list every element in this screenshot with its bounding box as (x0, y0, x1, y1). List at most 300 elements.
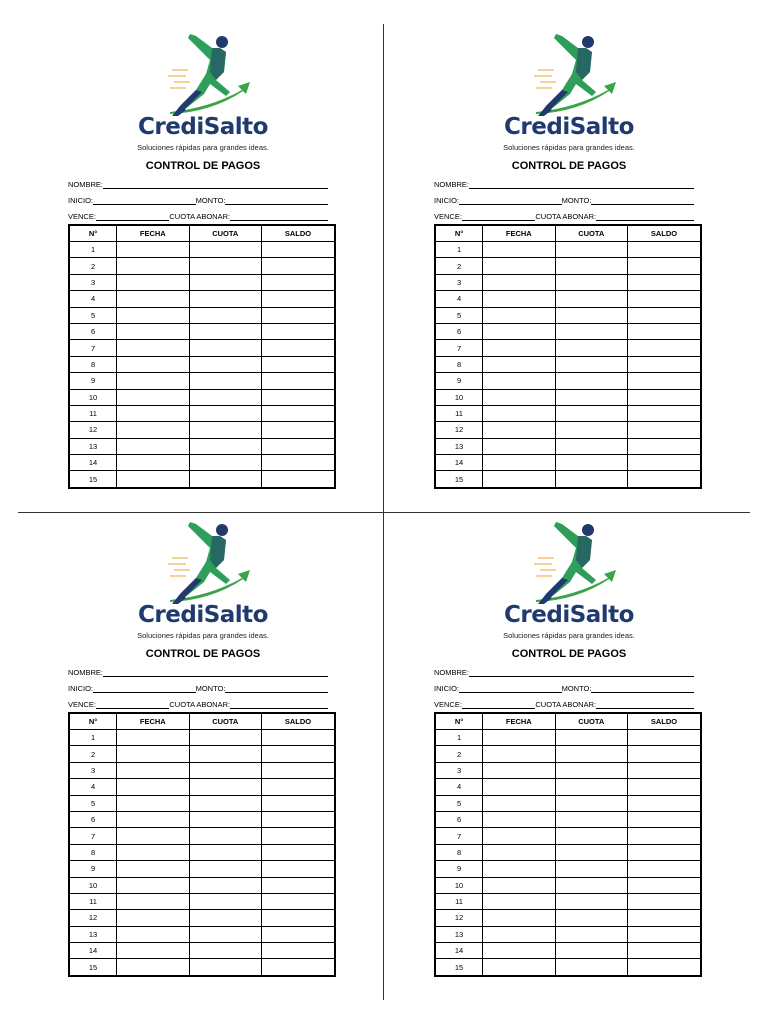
saldo-cell[interactable] (262, 307, 336, 323)
fecha-cell[interactable] (483, 943, 555, 959)
fecha-cell[interactable] (483, 405, 555, 421)
row-number: 8 (69, 844, 117, 860)
row-number: 1 (435, 730, 483, 746)
table-row (69, 943, 335, 959)
inicio-line[interactable] (459, 196, 562, 205)
cuota-cell[interactable] (555, 861, 627, 877)
cuota-cell[interactable] (189, 405, 261, 421)
saldo-cell[interactable] (628, 746, 702, 762)
saldo-cell[interactable] (628, 943, 702, 959)
cuota-cell[interactable] (555, 258, 627, 274)
cuota-cell[interactable] (189, 389, 261, 405)
cuota-cell[interactable] (189, 746, 261, 762)
saldo-cell[interactable] (628, 389, 702, 405)
saldo-cell[interactable] (628, 438, 702, 454)
table-header-row (435, 225, 701, 242)
fecha-cell[interactable] (117, 389, 189, 405)
cuota-cell[interactable] (555, 844, 627, 860)
monto-line[interactable] (225, 684, 328, 693)
row-number: 7 (69, 340, 117, 356)
table-row (69, 307, 335, 323)
fecha-cell[interactable] (483, 730, 555, 746)
saldo-cell[interactable] (262, 795, 336, 811)
cuota-cell[interactable] (189, 471, 261, 488)
row-number: 3 (435, 762, 483, 778)
cuota-cell[interactable] (555, 455, 627, 471)
saldo-cell[interactable] (262, 340, 336, 356)
cuota-cell[interactable] (555, 926, 627, 942)
cuota-cell[interactable] (189, 373, 261, 389)
fecha-cell[interactable] (483, 307, 555, 323)
fecha-cell[interactable] (117, 828, 189, 844)
leaping-runner-logo-icon (150, 518, 260, 606)
table-row (69, 455, 335, 471)
fecha-cell[interactable] (483, 422, 555, 438)
cuota-cell[interactable] (189, 762, 261, 778)
fecha-cell[interactable] (117, 730, 189, 746)
table-row (69, 861, 335, 877)
saldo-cell[interactable] (628, 356, 702, 372)
table-row (69, 779, 335, 795)
fecha-cell[interactable] (117, 762, 189, 778)
fecha-cell[interactable] (117, 795, 189, 811)
table-row (435, 274, 701, 290)
fecha-cell[interactable] (483, 926, 555, 942)
nombre-field[interactable] (434, 178, 694, 189)
fecha-cell[interactable] (117, 422, 189, 438)
fecha-cell[interactable] (483, 746, 555, 762)
nombre-line[interactable] (103, 668, 328, 677)
nombre-label: NOMBRE: (68, 180, 104, 189)
saldo-cell[interactable] (262, 323, 336, 339)
saldo-cell[interactable] (628, 258, 702, 274)
cuota-cell[interactable] (555, 910, 627, 926)
cuota-cell[interactable] (555, 762, 627, 778)
cuota-cell[interactable] (189, 828, 261, 844)
row-number: 13 (435, 438, 483, 454)
brand-name: CrediSalto (504, 602, 634, 628)
saldo-cell[interactable] (628, 307, 702, 323)
monto-label: MONTO: (561, 196, 592, 205)
saldo-cell[interactable] (262, 242, 336, 258)
cuota-cell[interactable] (189, 959, 261, 976)
fecha-cell[interactable] (117, 242, 189, 258)
cuota-cell[interactable] (555, 877, 627, 893)
fecha-cell[interactable] (117, 943, 189, 959)
fecha-cell[interactable] (117, 746, 189, 762)
header-cuota: CUOTA (555, 225, 627, 242)
row-number: 14 (435, 943, 483, 959)
vence-cuota-row (68, 210, 328, 221)
fecha-cell[interactable] (117, 811, 189, 827)
table-row (69, 762, 335, 778)
fecha-cell[interactable] (117, 373, 189, 389)
cuota-cell[interactable] (189, 893, 261, 909)
saldo-cell[interactable] (262, 356, 336, 372)
saldo-cell[interactable] (262, 471, 336, 488)
cuota-cell[interactable] (555, 274, 627, 290)
cuota-cell[interactable] (555, 828, 627, 844)
cuota-cell[interactable] (189, 779, 261, 795)
payments-table (434, 712, 702, 977)
saldo-cell[interactable] (262, 438, 336, 454)
fecha-cell[interactable] (117, 291, 189, 307)
fecha-cell[interactable] (483, 844, 555, 860)
saldo-cell[interactable] (628, 795, 702, 811)
nombre-field[interactable] (68, 666, 328, 677)
table-row (435, 926, 701, 942)
saldo-cell[interactable] (262, 910, 336, 926)
nombre-line[interactable] (469, 180, 694, 189)
cuota-cell[interactable] (555, 291, 627, 307)
speed-lines-icon (534, 70, 556, 88)
cuota-cell[interactable] (555, 405, 627, 421)
table-row (435, 438, 701, 454)
vence-line[interactable] (96, 212, 169, 221)
fecha-cell[interactable] (117, 861, 189, 877)
row-number: 7 (435, 828, 483, 844)
saldo-cell[interactable] (262, 455, 336, 471)
fecha-cell[interactable] (483, 258, 555, 274)
cuota-abonar-label: CUOTA ABONAR: (535, 700, 597, 709)
cuota-cell[interactable] (189, 795, 261, 811)
table-row (435, 828, 701, 844)
cuota-cell[interactable] (555, 438, 627, 454)
cuota-cell[interactable] (189, 811, 261, 827)
cuota-abonar-line[interactable] (230, 212, 328, 221)
header-number: N° (435, 713, 483, 730)
cuota-cell[interactable] (189, 438, 261, 454)
saldo-cell[interactable] (628, 779, 702, 795)
row-number: 2 (69, 258, 117, 274)
vence-label: VENCE: (68, 700, 96, 709)
table-row (435, 455, 701, 471)
fecha-cell[interactable] (117, 356, 189, 372)
row-number: 15 (69, 471, 117, 488)
cuota-cell[interactable] (555, 795, 627, 811)
fecha-cell[interactable] (483, 323, 555, 339)
fecha-cell[interactable] (483, 910, 555, 926)
row-number: 8 (69, 356, 117, 372)
cuota-cell[interactable] (555, 811, 627, 827)
cuota-cell[interactable] (189, 844, 261, 860)
table-row (69, 910, 335, 926)
vence-line[interactable] (462, 212, 535, 221)
cuota-cell[interactable] (189, 877, 261, 893)
saldo-cell[interactable] (262, 762, 336, 778)
nombre-field[interactable] (434, 666, 694, 677)
table-row (435, 795, 701, 811)
table-row (69, 959, 335, 976)
monto-line[interactable] (591, 196, 694, 205)
brand-tagline: Soluciones rápidas para grandes ideas. (503, 143, 635, 152)
horizontal-cut-line (18, 512, 750, 513)
table-row (435, 959, 701, 976)
fecha-cell[interactable] (117, 959, 189, 976)
row-number: 5 (69, 307, 117, 323)
fecha-cell[interactable] (117, 323, 189, 339)
row-number: 1 (435, 242, 483, 258)
fecha-cell[interactable] (483, 455, 555, 471)
row-number: 4 (69, 291, 117, 307)
cuota-cell[interactable] (189, 861, 261, 877)
saldo-cell[interactable] (628, 373, 702, 389)
fecha-cell[interactable] (117, 274, 189, 290)
cuota-cell[interactable] (189, 291, 261, 307)
saldo-cell[interactable] (628, 893, 702, 909)
fecha-cell[interactable] (117, 340, 189, 356)
cuota-abonar-line[interactable] (230, 700, 328, 709)
fecha-cell[interactable] (483, 373, 555, 389)
row-number: 9 (435, 373, 483, 389)
table-row (435, 291, 701, 307)
row-number: 6 (435, 323, 483, 339)
fecha-cell[interactable] (483, 274, 555, 290)
cuota-cell[interactable] (555, 943, 627, 959)
saldo-cell[interactable] (628, 274, 702, 290)
row-number: 12 (435, 422, 483, 438)
cuota-cell[interactable] (555, 746, 627, 762)
cuota-cell[interactable] (189, 943, 261, 959)
nombre-label: NOMBRE: (434, 180, 470, 189)
saldo-cell[interactable] (262, 258, 336, 274)
header-saldo: SALDO (262, 713, 336, 730)
row-number: 9 (69, 373, 117, 389)
fecha-cell[interactable] (117, 910, 189, 926)
table-row (435, 307, 701, 323)
cuota-cell[interactable] (189, 356, 261, 372)
table-row (69, 323, 335, 339)
saldo-cell[interactable] (628, 828, 702, 844)
cuota-cell[interactable] (189, 910, 261, 926)
cuota-cell[interactable] (555, 389, 627, 405)
fecha-cell[interactable] (483, 340, 555, 356)
fecha-cell[interactable] (483, 795, 555, 811)
fecha-cell[interactable] (483, 762, 555, 778)
table-row (69, 926, 335, 942)
nombre-field[interactable] (68, 178, 328, 189)
cuota-cell[interactable] (189, 340, 261, 356)
speed-lines-icon (168, 558, 190, 576)
form-title: CONTROL DE PAGOS (145, 648, 261, 660)
monto-line[interactable] (591, 684, 694, 693)
cuota-cell[interactable] (555, 730, 627, 746)
cuota-cell[interactable] (555, 323, 627, 339)
table-row (435, 242, 701, 258)
saldo-cell[interactable] (262, 746, 336, 762)
saldo-cell[interactable] (262, 389, 336, 405)
saldo-cell[interactable] (628, 762, 702, 778)
saldo-cell[interactable] (262, 373, 336, 389)
saldo-cell[interactable] (262, 877, 336, 893)
saldo-cell[interactable] (628, 340, 702, 356)
fecha-cell[interactable] (117, 926, 189, 942)
table-row (435, 893, 701, 909)
cuota-cell[interactable] (555, 471, 627, 488)
table-header-row (69, 713, 335, 730)
table-row (435, 779, 701, 795)
saldo-cell[interactable] (262, 422, 336, 438)
saldo-cell[interactable] (628, 455, 702, 471)
inicio-monto-row (434, 682, 694, 693)
fecha-cell[interactable] (483, 438, 555, 454)
cuota-cell[interactable] (189, 242, 261, 258)
saldo-cell[interactable] (628, 811, 702, 827)
table-row (69, 471, 335, 488)
nombre-label: NOMBRE: (434, 668, 470, 677)
cuota-abonar-line[interactable] (596, 212, 694, 221)
saldo-cell[interactable] (262, 811, 336, 827)
fecha-cell[interactable] (483, 779, 555, 795)
monto-label: MONTO: (195, 196, 226, 205)
fecha-cell[interactable] (483, 877, 555, 893)
fecha-cell[interactable] (483, 861, 555, 877)
row-number: 13 (69, 438, 117, 454)
fecha-cell[interactable] (117, 844, 189, 860)
vence-line[interactable] (462, 700, 535, 709)
table-row (69, 258, 335, 274)
table-row (435, 943, 701, 959)
fecha-cell[interactable] (117, 438, 189, 454)
saldo-cell[interactable] (262, 959, 336, 976)
cuota-cell[interactable] (189, 926, 261, 942)
inicio-monto-row (68, 682, 328, 693)
row-number: 2 (69, 746, 117, 762)
row-number: 1 (69, 730, 117, 746)
fecha-cell[interactable] (483, 811, 555, 827)
fecha-cell[interactable] (483, 893, 555, 909)
fecha-cell[interactable] (483, 291, 555, 307)
saldo-cell[interactable] (262, 779, 336, 795)
cuota-cell[interactable] (555, 779, 627, 795)
nombre-line[interactable] (469, 668, 694, 677)
fecha-cell[interactable] (117, 258, 189, 274)
fecha-cell[interactable] (483, 356, 555, 372)
fecha-cell[interactable] (117, 455, 189, 471)
fecha-cell[interactable] (117, 471, 189, 488)
saldo-cell[interactable] (628, 730, 702, 746)
inicio-monto-row (434, 194, 694, 205)
cuota-cell[interactable] (189, 323, 261, 339)
saldo-cell[interactable] (628, 910, 702, 926)
header-cuota: CUOTA (189, 225, 261, 242)
saldo-cell[interactable] (628, 959, 702, 976)
saldo-cell[interactable] (262, 893, 336, 909)
row-number: 13 (69, 926, 117, 942)
fecha-cell[interactable] (117, 877, 189, 893)
nombre-line[interactable] (103, 180, 328, 189)
table-row (435, 730, 701, 746)
table-row (69, 811, 335, 827)
saldo-cell[interactable] (628, 861, 702, 877)
saldo-cell[interactable] (628, 471, 702, 488)
saldo-cell[interactable] (262, 943, 336, 959)
saldo-cell[interactable] (262, 291, 336, 307)
cuota-cell[interactable] (555, 307, 627, 323)
table-row (69, 405, 335, 421)
fecha-cell[interactable] (483, 828, 555, 844)
fecha-cell[interactable] (117, 405, 189, 421)
monto-line[interactable] (225, 196, 328, 205)
fecha-cell[interactable] (483, 471, 555, 488)
table-row (69, 340, 335, 356)
cuota-cell[interactable] (189, 730, 261, 746)
inicio-line[interactable] (93, 684, 196, 693)
row-number: 4 (435, 291, 483, 307)
saldo-cell[interactable] (628, 926, 702, 942)
cuota-cell[interactable] (189, 307, 261, 323)
brand-tagline: Soluciones rápidas para grandes ideas. (503, 631, 635, 640)
saldo-cell[interactable] (628, 844, 702, 860)
saldo-cell[interactable] (262, 828, 336, 844)
nombre-label: NOMBRE: (68, 668, 104, 677)
table-row (435, 811, 701, 827)
row-number: 11 (69, 893, 117, 909)
row-number: 15 (69, 959, 117, 976)
cuota-cell[interactable] (555, 373, 627, 389)
saldo-cell[interactable] (628, 242, 702, 258)
monto-label: MONTO: (561, 684, 592, 693)
saldo-cell[interactable] (628, 422, 702, 438)
inicio-line[interactable] (459, 684, 562, 693)
table-row (435, 389, 701, 405)
saldo-cell[interactable] (262, 274, 336, 290)
saldo-cell[interactable] (262, 730, 336, 746)
fecha-cell[interactable] (117, 779, 189, 795)
row-number: 3 (69, 274, 117, 290)
fecha-cell[interactable] (483, 242, 555, 258)
table-row (435, 861, 701, 877)
saldo-cell[interactable] (628, 877, 702, 893)
saldo-cell[interactable] (262, 405, 336, 421)
saldo-cell[interactable] (628, 405, 702, 421)
cuota-cell[interactable] (189, 422, 261, 438)
brand-name: CrediSalto (504, 114, 634, 140)
cuota-cell[interactable] (189, 455, 261, 471)
fecha-cell[interactable] (117, 307, 189, 323)
fecha-cell[interactable] (117, 893, 189, 909)
inicio-line[interactable] (93, 196, 196, 205)
fecha-cell[interactable] (483, 959, 555, 976)
cuota-cell[interactable] (555, 242, 627, 258)
saldo-cell[interactable] (262, 844, 336, 860)
saldo-cell[interactable] (628, 291, 702, 307)
cuota-cell[interactable] (555, 356, 627, 372)
saldo-cell[interactable] (262, 861, 336, 877)
fecha-cell[interactable] (483, 389, 555, 405)
cuota-cell[interactable] (555, 959, 627, 976)
saldo-cell[interactable] (262, 926, 336, 942)
cuota-abonar-label: CUOTA ABONAR: (535, 212, 597, 221)
row-number: 10 (69, 877, 117, 893)
cuota-cell[interactable] (555, 422, 627, 438)
table-row (435, 422, 701, 438)
header-fecha: FECHA (483, 713, 555, 730)
payments-table (68, 224, 336, 489)
row-number: 6 (69, 811, 117, 827)
vence-line[interactable] (96, 700, 169, 709)
table-row (435, 323, 701, 339)
cuota-cell[interactable] (189, 274, 261, 290)
cuota-abonar-line[interactable] (596, 700, 694, 709)
row-number: 3 (435, 274, 483, 290)
cuota-cell[interactable] (555, 893, 627, 909)
cuota-cell[interactable] (555, 340, 627, 356)
speed-lines-icon (168, 70, 190, 88)
saldo-cell[interactable] (628, 323, 702, 339)
table-row (435, 258, 701, 274)
cuota-cell[interactable] (189, 258, 261, 274)
